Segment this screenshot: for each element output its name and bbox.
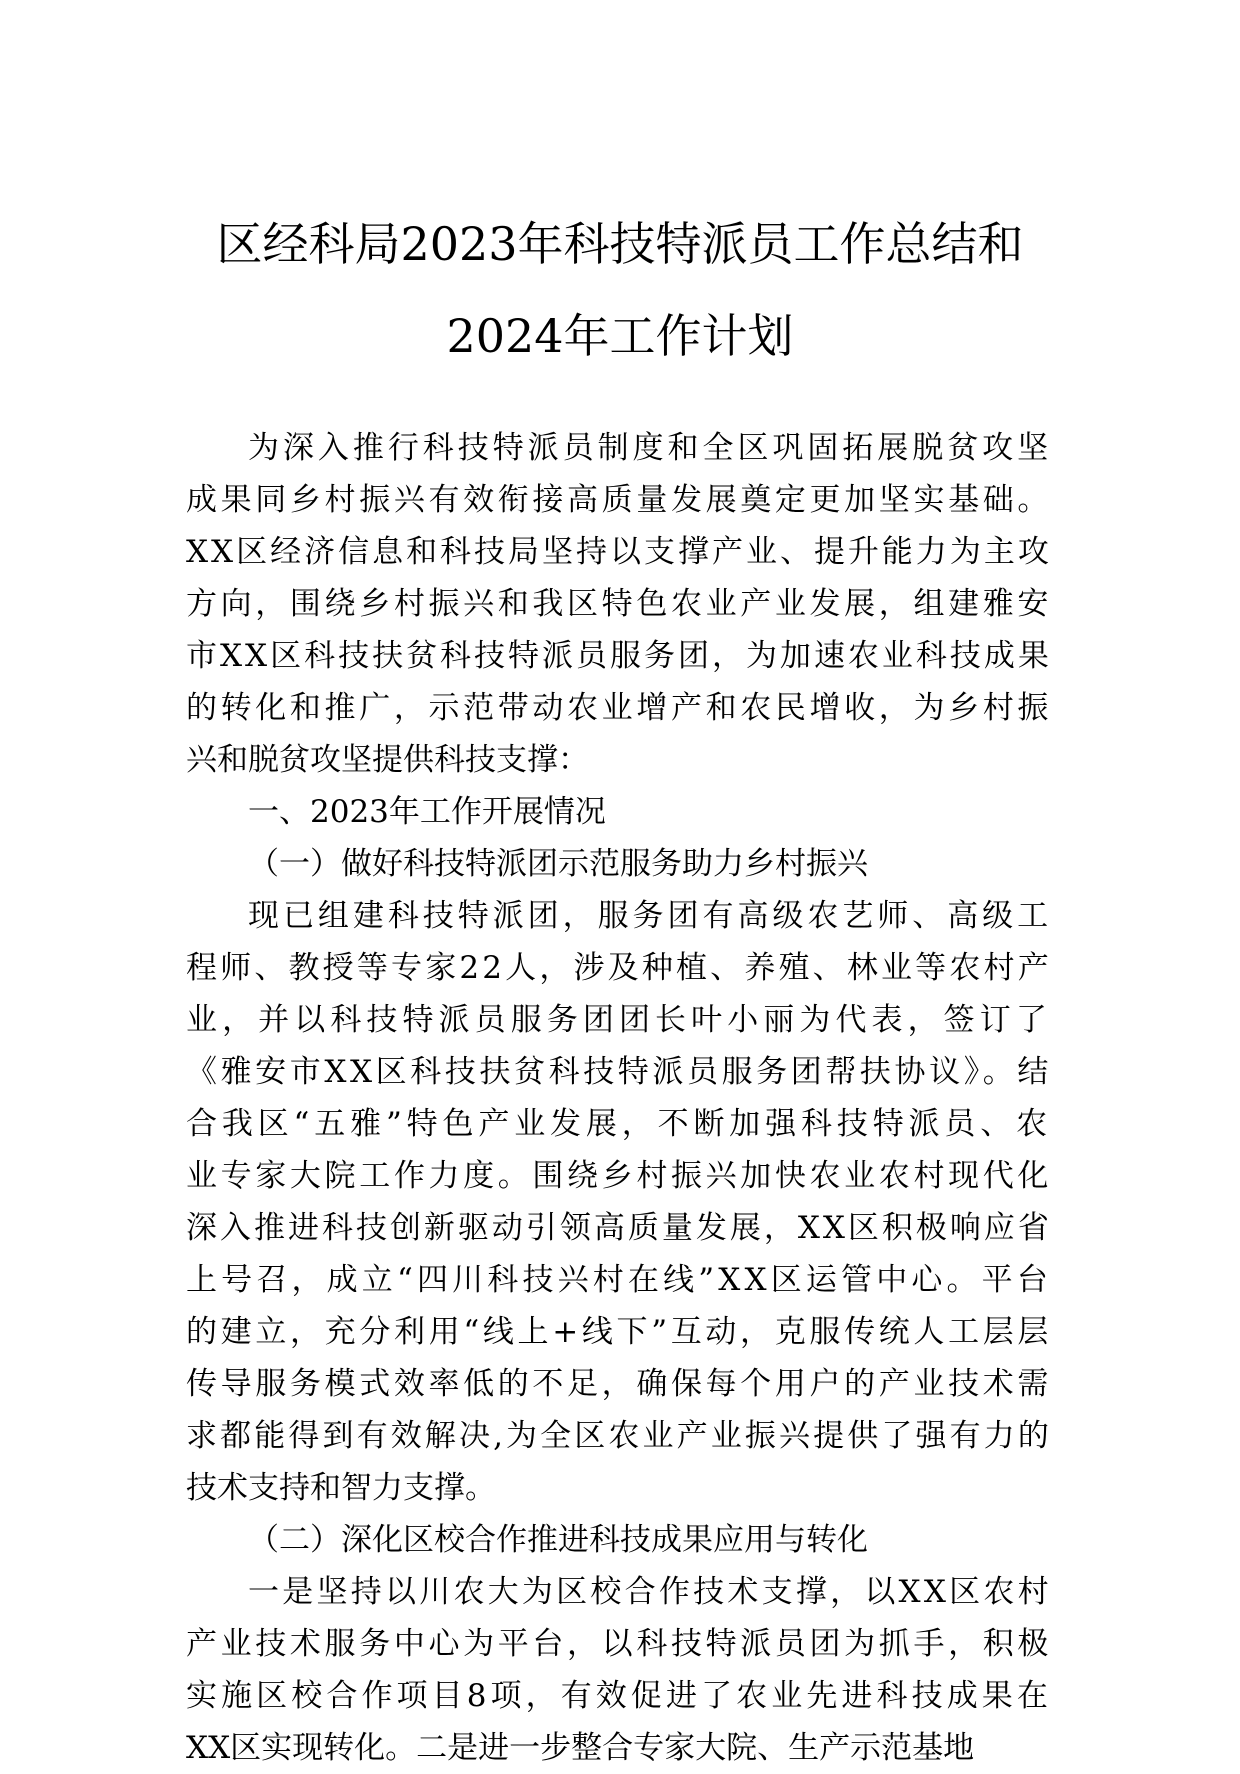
body-text-line: 深入推进科技创新驱动引领高质量发展，XX区积极响应省 [186,1210,1052,1246]
document-body [186,422,1052,1774]
document-title-line-2: 2024年工作计划 [446,309,794,363]
body-text-line: 一、2023年工作开展情况 [248,794,606,830]
body-text-line: 传导服务模式效率低的不足，确保每个用户的产业技术需 [186,1366,1052,1402]
body-text-line: 成果同乡村振兴有效衔接高质量发展奠定更加坚实基础。 [186,482,1052,518]
body-text-line: 业，并以科技特派员服务团团长叶小丽为代表，签订了 [186,1002,1052,1038]
body-text-line: 方向，围绕乡村振兴和我区特色农业产业发展，组建雅安 [186,586,1052,622]
body-text-line: 业专家大院工作力度。围绕乡村振兴加快农业农村现代化 [186,1158,1052,1194]
body-text-line: （一）做好科技特派团示范服务助力乡村振兴 [248,846,868,882]
body-text-line: 现已组建科技特派团，服务团有高级农艺师、高级工 [248,898,1053,934]
body-text-line: 上号召，成立“四川科技兴村在线”XX区运管中心。平台 [186,1262,1052,1298]
body-text-line: 产业技术服务中心为平台，以科技特派员团为抓手，积极 [186,1626,1052,1662]
body-text-line: （二）深化区校合作推进科技成果应用与转化 [248,1522,868,1558]
body-text-line: 实施区校合作项目8项，有效促进了农业先进科技成果在 [186,1678,1052,1714]
document-title-line-1: 区经科局2023年科技特派员工作总结和 [216,217,1024,271]
body-text-line: 的建立，充分利用“线上+线下”互动，克服传统人工层层 [186,1314,1053,1350]
body-text-line: XX区实现转化。二是进一步整合专家大院、生产示范基地 [186,1730,975,1766]
body-text-line: 的转化和推广，示范带动农业增产和农民增收，为乡村振 [186,690,1052,726]
body-text-line: 兴和脱贫攻坚提供科技支撑： [186,742,589,778]
body-text-line: 《雅安市XX区科技扶贫科技特派员服务团帮扶协议》。结 [186,1054,1052,1090]
body-text-line: 技术支持和智力支撑。 [186,1470,496,1506]
body-text-line: 程师、教授等专家22人，涉及种植、养殖、林业等农村产 [186,950,1052,986]
body-text-line: XX区经济信息和科技局坚持以支撑产业、提升能力为主攻 [186,534,1052,570]
body-text-line: 求都能得到有效解决,为全区农业产业振兴提供了强有力的 [186,1418,1052,1454]
body-text-line: 一是坚持以川农大为区校合作技术支撑，以XX区农村 [248,1574,1052,1610]
body-text-line: 合我区“五雅”特色产业发展，不断加强科技特派员、农 [186,1106,1052,1142]
body-text-line: 为深入推行科技特派员制度和全区巩固拓展脱贫攻坚 [248,430,1053,466]
body-text-line: 市XX区科技扶贫科技特派员服务团，为加速农业科技成果 [186,638,1052,674]
